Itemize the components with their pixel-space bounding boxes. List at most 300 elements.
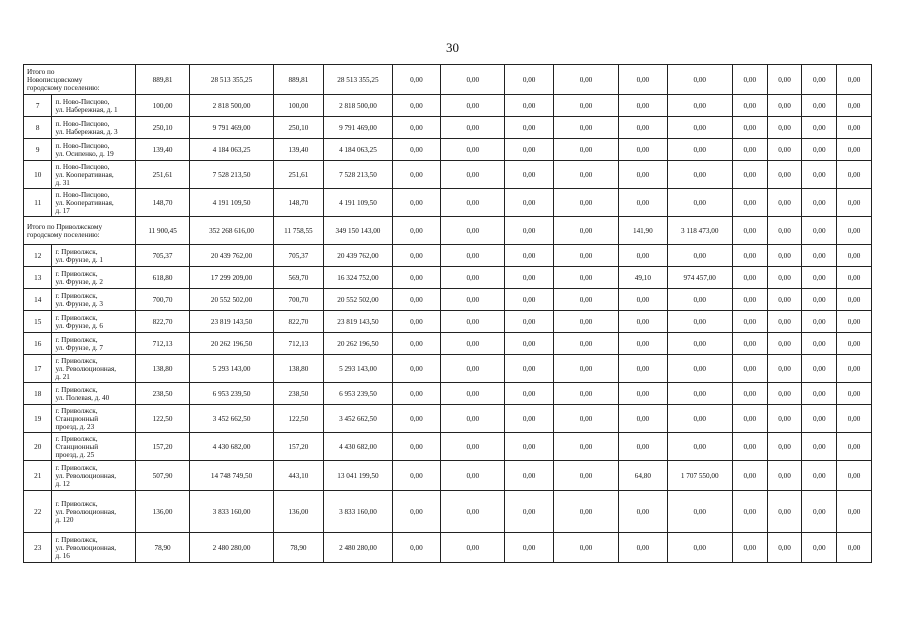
value-cell: 0,00 [441,117,505,139]
text-line: г. Приволжск, [55,247,98,256]
value-cell: 0,00 [732,245,767,267]
value-cell: 0,00 [667,383,732,405]
value-cell: 0,00 [802,267,837,289]
value-cell: 0,00 [732,161,767,189]
value-cell: 3 118 473,00 [667,217,732,245]
value-cell: 122,50 [135,405,190,433]
value-cell: 0,00 [837,491,872,533]
value-cell: 0,00 [392,245,440,267]
value-cell: 0,00 [802,491,837,533]
value-cell: 0,00 [732,491,767,533]
value-cell: 28 513 355,25 [190,65,273,95]
value-cell: 0,00 [732,217,767,245]
value-cell: 13 041 199,50 [324,461,392,491]
value-cell: 700,70 [273,289,324,311]
value-cell: 14 748 749,50 [190,461,273,491]
value-cell: 16 324 752,00 [324,267,392,289]
value-cell: 0,00 [619,65,667,95]
value-cell: 4 184 063,25 [324,139,392,161]
value-cell: 4 184 063,25 [190,139,273,161]
value-cell: 251,61 [273,161,324,189]
value-cell: 0,00 [767,189,802,217]
value-cell: 0,00 [553,245,618,267]
value-cell: 0,00 [802,95,837,117]
value-cell: 0,00 [667,405,732,433]
value-cell: 64,80 [619,461,667,491]
row-number: 9 [24,139,52,161]
value-cell: 20 439 762,00 [190,245,273,267]
table-row [24,491,872,533]
value-cell: 251,61 [135,161,190,189]
table-row [24,311,872,333]
value-cell: 0,00 [553,461,618,491]
value-cell: 0,00 [441,245,505,267]
value-cell: 9 791 469,00 [324,117,392,139]
text-line: ул. Революционная, [55,543,117,552]
value-cell: 712,13 [135,333,190,355]
value-cell: 0,00 [553,333,618,355]
value-cell: 0,00 [767,289,802,311]
value-cell: 0,00 [667,333,732,355]
value-cell: 0,00 [553,533,618,563]
text-line: г. Приволжск, [55,463,98,472]
value-cell: 0,00 [392,311,440,333]
table-row [24,289,872,311]
value-cell: 0,00 [619,355,667,383]
row-number: 10 [24,161,52,189]
text-line: п. Ново-Писцово, [55,162,110,171]
value-cell: 0,00 [553,65,618,95]
row-number: 16 [24,333,52,355]
text-line: городскому поселению: [27,230,100,239]
value-cell: 0,00 [802,311,837,333]
value-cell: 0,00 [667,433,732,461]
text-line: ул. Фрунзе, д. 6 [55,321,103,330]
table-row [24,433,872,461]
row-number: 14 [24,289,52,311]
table-row [24,139,872,161]
text-line: ул. Набережная, д. 1 [55,105,118,114]
row-number: 18 [24,383,52,405]
value-cell: 0,00 [392,405,440,433]
value-cell: 0,00 [802,117,837,139]
value-cell: 0,00 [505,355,553,383]
value-cell: 0,00 [441,311,505,333]
value-cell: 0,00 [802,533,837,563]
address-cell [52,117,135,139]
address-cell [52,245,135,267]
text-line: г. Приволжск, [55,335,98,344]
value-cell: 712,13 [273,333,324,355]
value-cell: 889,81 [135,65,190,95]
value-cell: 0,00 [667,117,732,139]
value-cell: 0,00 [392,461,440,491]
value-cell: 139,40 [273,139,324,161]
value-cell: 0,00 [392,139,440,161]
value-cell: 0,00 [553,217,618,245]
row-number: 8 [24,117,52,139]
page-number: 30 [446,40,459,55]
row-number: 17 [24,355,52,383]
text-line: Итого по Приволжскому [27,222,103,231]
text-line: п. Ново-Писцово, [55,141,110,150]
value-cell: 0,00 [667,533,732,563]
text-line: ул. Осипенко, д. 19 [55,149,114,158]
table-row [24,405,872,433]
value-cell: 0,00 [732,65,767,95]
value-cell: 0,00 [505,405,553,433]
value-cell: 0,00 [802,433,837,461]
value-cell: 0,00 [441,139,505,161]
address-cell [52,433,135,461]
value-cell: 0,00 [505,383,553,405]
value-cell: 0,00 [767,139,802,161]
value-cell: 20 262 196,50 [190,333,273,355]
text-line: д. 21 [55,372,70,381]
value-cell: 507,90 [135,461,190,491]
row-number: 20 [24,433,52,461]
value-cell: 0,00 [505,65,553,95]
value-cell: 0,00 [837,245,872,267]
address-cell [52,289,135,311]
text-line: проезд, д. 25 [55,450,95,459]
text-line: Итого по [27,67,55,76]
text-line: ул. Революционная, [55,507,117,516]
value-cell: 0,00 [441,491,505,533]
value-cell: 7 528 213,50 [324,161,392,189]
value-cell: 0,00 [441,267,505,289]
address-cell [52,139,135,161]
subtotal-row [24,217,872,245]
table-row [24,117,872,139]
value-cell: 0,00 [505,333,553,355]
value-cell: 0,00 [767,117,802,139]
text-line: Станционный [55,414,99,423]
text-line: д. 120 [55,515,74,524]
value-cell: 5 293 143,00 [190,355,273,383]
text-line: ул. Фрунзе, д. 3 [55,299,103,308]
value-cell: 0,00 [767,267,802,289]
text-line: ул. Кооперативная, [55,170,114,179]
value-cell: 148,70 [273,189,324,217]
value-cell: 3 452 662,50 [190,405,273,433]
text-line: ул. Революционная, [55,471,117,480]
value-cell: 0,00 [505,189,553,217]
value-cell: 0,00 [802,189,837,217]
value-cell: 0,00 [619,245,667,267]
value-cell: 0,00 [619,189,667,217]
address-cell [52,383,135,405]
value-cell: 78,90 [135,533,190,563]
value-cell: 20 439 762,00 [324,245,392,267]
table-row [24,533,872,563]
value-cell: 0,00 [619,289,667,311]
subtotal-label [24,217,136,245]
value-cell: 0,00 [441,189,505,217]
value-cell: 0,00 [837,189,872,217]
text-line: ул. Кооперативная, [55,198,114,207]
value-cell: 0,00 [392,267,440,289]
value-cell: 0,00 [732,355,767,383]
value-cell: 0,00 [732,533,767,563]
text-line: г. Приволжск, [55,313,98,322]
text-line: проезд, д. 23 [55,422,95,431]
value-cell: 0,00 [767,383,802,405]
table-row [24,461,872,491]
value-cell: 23 819 143,50 [324,311,392,333]
address-cell [52,95,135,117]
value-cell: 0,00 [767,161,802,189]
value-cell: 0,00 [553,95,618,117]
table-row [24,333,872,355]
value-cell: 0,00 [767,405,802,433]
value-cell: 0,00 [767,355,802,383]
value-cell: 0,00 [837,383,872,405]
value-cell: 0,00 [553,491,618,533]
value-cell: 0,00 [392,65,440,95]
value-cell: 0,00 [392,189,440,217]
value-cell: 0,00 [837,461,872,491]
value-cell: 0,00 [837,355,872,383]
value-cell: 0,00 [619,139,667,161]
table-row [24,189,872,217]
value-cell: 28 513 355,25 [324,65,392,95]
value-cell: 0,00 [441,433,505,461]
address-cell [52,311,135,333]
value-cell: 0,00 [553,405,618,433]
value-cell: 0,00 [732,139,767,161]
address-cell [52,333,135,355]
text-line: г. Приволжск, [55,499,98,508]
value-cell: 4 430 682,00 [324,433,392,461]
value-cell: 0,00 [802,355,837,383]
text-line: г. Приволжск, [55,385,98,394]
row-number: 19 [24,405,52,433]
text-line: г. Приволжск, [55,269,98,278]
value-cell: 141,90 [619,217,667,245]
value-cell: 0,00 [667,189,732,217]
row-number: 22 [24,491,52,533]
text-line: п. Ново-Писцово, [55,97,110,106]
value-cell: 4 191 109,50 [190,189,273,217]
value-cell: 0,00 [553,433,618,461]
value-cell: 23 819 143,50 [190,311,273,333]
value-cell: 0,00 [441,533,505,563]
text-line: ул. Фрунзе, д. 2 [55,277,103,286]
value-cell: 0,00 [392,289,440,311]
value-cell: 0,00 [392,533,440,563]
value-cell: 238,50 [135,383,190,405]
value-cell: 0,00 [667,245,732,267]
value-cell: 0,00 [732,267,767,289]
value-cell: 0,00 [667,65,732,95]
value-cell: 822,70 [135,311,190,333]
housing-finance-table [23,64,872,563]
value-cell: 0,00 [553,139,618,161]
value-cell: 0,00 [392,161,440,189]
value-cell: 0,00 [837,117,872,139]
text-line: п. Ново-Писцово, [55,190,110,199]
value-cell: 0,00 [505,433,553,461]
value-cell: 0,00 [802,461,837,491]
text-line: ул. Революционная, [55,364,117,373]
value-cell: 443,10 [273,461,324,491]
value-cell: 0,00 [553,311,618,333]
value-cell: 0,00 [505,139,553,161]
text-line: г. Приволжск, [55,356,98,365]
value-cell: 3 833 160,00 [190,491,273,533]
value-cell: 0,00 [767,461,802,491]
value-cell: 0,00 [441,383,505,405]
value-cell: 4 430 682,00 [190,433,273,461]
value-cell: 238,50 [273,383,324,405]
value-cell: 0,00 [837,433,872,461]
table-row [24,383,872,405]
value-cell: 6 953 239,50 [190,383,273,405]
value-cell: 2 480 280,00 [324,533,392,563]
value-cell: 0,00 [767,217,802,245]
value-cell: 0,00 [619,117,667,139]
value-cell: 0,00 [553,289,618,311]
value-cell: 0,00 [732,95,767,117]
value-cell: 138,80 [135,355,190,383]
value-cell: 4 191 109,50 [324,189,392,217]
address-cell [52,189,135,217]
value-cell: 139,40 [135,139,190,161]
value-cell: 2 818 500,00 [324,95,392,117]
value-cell: 0,00 [619,383,667,405]
value-cell: 0,00 [732,117,767,139]
value-cell: 0,00 [837,95,872,117]
value-cell: 6 953 239,50 [324,383,392,405]
value-cell: 0,00 [802,383,837,405]
value-cell: 0,00 [732,405,767,433]
value-cell: 0,00 [619,161,667,189]
value-cell: 100,00 [273,95,324,117]
value-cell: 11 758,55 [273,217,324,245]
value-cell: 157,20 [273,433,324,461]
value-cell: 0,00 [392,217,440,245]
value-cell: 0,00 [732,433,767,461]
value-cell: 7 528 213,50 [190,161,273,189]
value-cell: 0,00 [619,95,667,117]
value-cell: 0,00 [553,117,618,139]
text-line: д. 17 [55,206,70,215]
value-cell: 0,00 [667,491,732,533]
value-cell: 0,00 [392,117,440,139]
value-cell: 0,00 [802,405,837,433]
value-cell: 0,00 [505,117,553,139]
value-cell: 0,00 [767,533,802,563]
value-cell: 0,00 [837,267,872,289]
value-cell: 20 552 502,00 [190,289,273,311]
value-cell: 822,70 [273,311,324,333]
text-line: ул. Фрунзе, д. 7 [55,343,103,352]
value-cell: 138,80 [273,355,324,383]
value-cell: 0,00 [441,289,505,311]
value-cell: 0,00 [837,65,872,95]
row-number: 13 [24,267,52,289]
value-cell: 0,00 [505,311,553,333]
value-cell: 0,00 [667,355,732,383]
value-cell: 0,00 [392,333,440,355]
value-cell: 0,00 [732,383,767,405]
value-cell: 148,70 [135,189,190,217]
value-cell: 974 457,00 [667,267,732,289]
text-line: г. Приволжск, [55,291,98,300]
text-line: городскому поселению: [27,83,100,92]
value-cell: 0,00 [732,189,767,217]
value-cell: 569,70 [273,267,324,289]
value-cell: 0,00 [837,311,872,333]
address-cell [52,491,135,533]
value-cell: 11 900,45 [135,217,190,245]
value-cell: 0,00 [505,161,553,189]
subtotal-label [24,65,136,95]
address-cell [52,267,135,289]
value-cell: 0,00 [837,405,872,433]
value-cell: 0,00 [802,333,837,355]
value-cell: 0,00 [619,405,667,433]
value-cell: 0,00 [802,139,837,161]
text-line: г. Приволжск, [55,535,98,544]
value-cell: 2 480 280,00 [190,533,273,563]
value-cell: 0,00 [767,491,802,533]
value-cell: 0,00 [441,333,505,355]
value-cell: 5 293 143,00 [324,355,392,383]
value-cell: 0,00 [392,95,440,117]
value-cell: 0,00 [767,65,802,95]
text-line: Новописцовскому [27,75,83,84]
value-cell: 0,00 [802,289,837,311]
value-cell: 1 707 550,00 [667,461,732,491]
value-cell: 0,00 [392,355,440,383]
value-cell: 0,00 [441,161,505,189]
value-cell: 349 150 143,00 [324,217,392,245]
value-cell: 49,10 [619,267,667,289]
value-cell: 20 262 196,50 [324,333,392,355]
value-cell: 3 833 160,00 [324,491,392,533]
value-cell: 0,00 [392,491,440,533]
value-cell: 0,00 [667,95,732,117]
value-cell: 0,00 [667,311,732,333]
value-cell: 0,00 [837,333,872,355]
value-cell: 0,00 [837,217,872,245]
value-cell: 0,00 [553,189,618,217]
value-cell: 0,00 [392,433,440,461]
text-line: д. 12 [55,479,70,488]
value-cell: 0,00 [802,161,837,189]
text-line: г. Приволжск, [55,434,98,443]
address-cell [52,461,135,491]
table-row [24,95,872,117]
row-number: 21 [24,461,52,491]
value-cell: 0,00 [667,139,732,161]
value-cell: 889,81 [273,65,324,95]
value-cell: 618,80 [135,267,190,289]
address-cell [52,355,135,383]
text-line: п. Ново-Писцово, [55,119,110,128]
value-cell: 3 452 662,50 [324,405,392,433]
value-cell: 136,00 [273,491,324,533]
subtotal-row [24,65,872,95]
value-cell: 136,00 [135,491,190,533]
value-cell: 0,00 [505,491,553,533]
value-cell: 157,20 [135,433,190,461]
value-cell: 0,00 [553,161,618,189]
value-cell: 705,37 [273,245,324,267]
value-cell: 0,00 [619,491,667,533]
